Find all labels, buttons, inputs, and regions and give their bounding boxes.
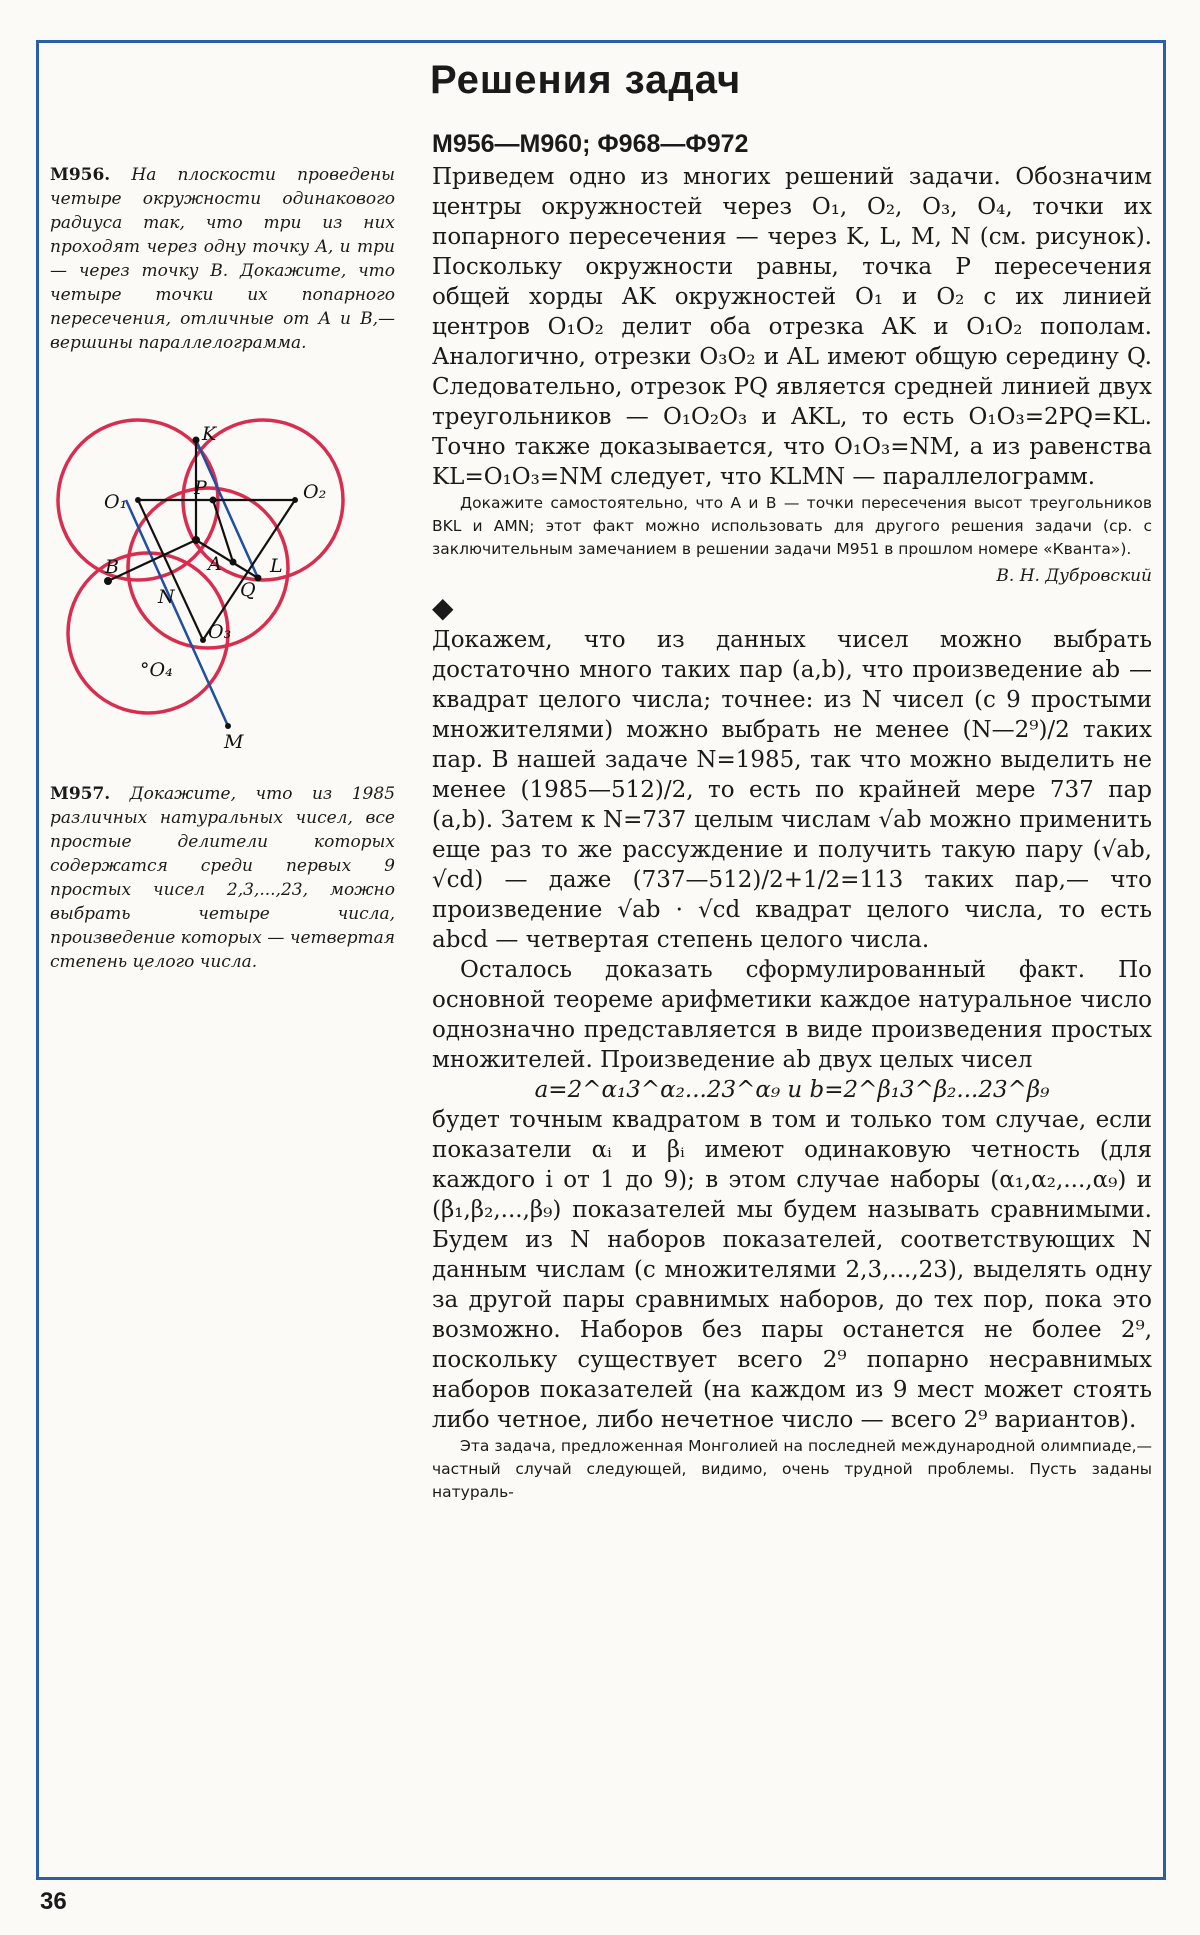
solution-m956-paragraph: Приведем одно из многих решений задачи. Обозначим центры окружностей через O₁, O₂, O₃, O₄, точки их попарного пересечения — через K, L, M, N (см. рисунок). Поскольку окружности равны, точка P пересечения общей хорды AK окружностей O₁ и O₂ с их линией центров O₁O₂ делит оба отрезка AK и O₁O₂ пополам. Аналогично, отрезки O₃O₂ и AL имеют общую середину Q. Следовательно, отрезок PQ является средней линией двух треугольников — O₁O₂O₃ и AKL, то есть O₁O₃=2PQ=KL. Точно также доказывается, что O₁O₃=NM, а из равенства KL=O₁O₃=NM следует, что KLMN — параллелограмм. (432, 164, 1152, 490)
label-l: L (270, 555, 283, 577)
problem-m956-text: На плоскости проведены четыре окружности одинакового радиуса так, что три из них проходят через одну точку A, и три — через точку B. Докажите, что четыре точки их попарного пересечения, отличные от A и B,— вершины параллелограмма. (50, 165, 395, 353)
author-signature: В. Н. Дубровский (996, 566, 1152, 586)
solutions-column (432, 128, 1152, 1504)
label-a: A (208, 553, 222, 575)
problem-m957 (50, 782, 395, 974)
formula-ab: a=2^α₁3^α₂...23^α₉ и b=2^β₁3^β₂...23^β₉ (534, 1077, 1050, 1103)
solutions-heading: М956—М960; Ф968—Ф972 (432, 130, 749, 158)
solution-m957-paragraph-1: Докажем, что из данных чисел можно выбрать достаточно много таких пар (a,b), что произведение ab — квадрат целого числа; точнее: из N чисел (с 9 простыми множителями) можно выбрать не менее (N—2⁹)/2 таких пар. В нашей задаче N=1985, так что можно выделить не менее (1985—512)/2, то есть по крайней мере 737 пар (a,b). Затем к N=737 целым числам √ab можно применить еще раз то же рассуждение и получить такую пару (√ab, √cd) — даже (737—512)/2+1/2=113 таких пар,— что произведение √ab · √cd квадрат целого числа, то есть abcd — четвертая степень целого числа. (432, 627, 1152, 953)
solution-m957-paragraph-2: Осталось доказать сформулированный факт. По основной теореме арифметики каждое натуральное число однозначно представляется в виде произведения простых множителей. Произведение ab двух целых чисел (432, 957, 1152, 1073)
diamond-separator: ◆ (432, 591, 454, 624)
problem-m957-text: Докажите, что из 1985 различных натуральных чисел, все простые делители которых содержатся среди первых 9 простых чисел 2,3,...,23, можно выбрать четыре числа, произведение которых — четвертая степень целого числа. (50, 784, 396, 972)
problem-m956 (50, 163, 395, 355)
page-title: Решения задач (430, 58, 742, 102)
circle-o4 (68, 553, 228, 713)
label-q: Q (240, 579, 256, 601)
label-o1: O₁ (104, 491, 128, 513)
solution-m957-paragraph-3: будет точным квадратом в том и только том случае, если показатели αᵢ и βᵢ имеют одинаковую четность (для каждого i от 1 до 9); в этом случае наборы (α₁,α₂,...,α₉) и (β₁,β₂,...,β₉) показателей мы будем называть сравнимыми. Будем из N наборов показателей, соответствующих N данным числам (с множителями 2,3,...,23), выделять одну за другой пары сравнимых наборов, до тех пор, пока это возможно. Наборов без пары останется не более 2⁹, поскольку существует всего 2⁹ попарно несравнимых наборов показателей (на каждом из 9 мест может стоять либо четное, либо нечетное число — всего 2⁹ вариантов). (432, 1107, 1152, 1433)
label-p: P (194, 477, 207, 499)
problem-m956-label: М956. (50, 165, 111, 185)
geometry-figure (48, 398, 398, 763)
page-number: 36 (40, 1888, 67, 1915)
label-n: N (158, 586, 175, 608)
label-m: M (224, 731, 244, 753)
solution-m956-note: Докажите самостоятельно, что A и B — точки пересечения высот треугольников BKL и AMN; этот факт можно использовать для другого решения задачи (ср. с заключительным замечанием в решении задачи М951 в прошлом номере «Кванта»). (432, 494, 1152, 558)
solution-m957-note: Эта задача, предложенная Монголией на последней международной олимпиаде,— частный случай следующей, видимо, очень трудной проблемы. Пусть заданы натураль- (432, 1437, 1152, 1501)
label-b: B (105, 556, 119, 578)
label-o2: O₂ (303, 481, 327, 503)
label-k: K (202, 423, 217, 445)
label-o4: °O₄ (140, 659, 173, 681)
problem-m957-label: М957. (50, 784, 111, 804)
label-o3: O₃ (208, 621, 232, 643)
